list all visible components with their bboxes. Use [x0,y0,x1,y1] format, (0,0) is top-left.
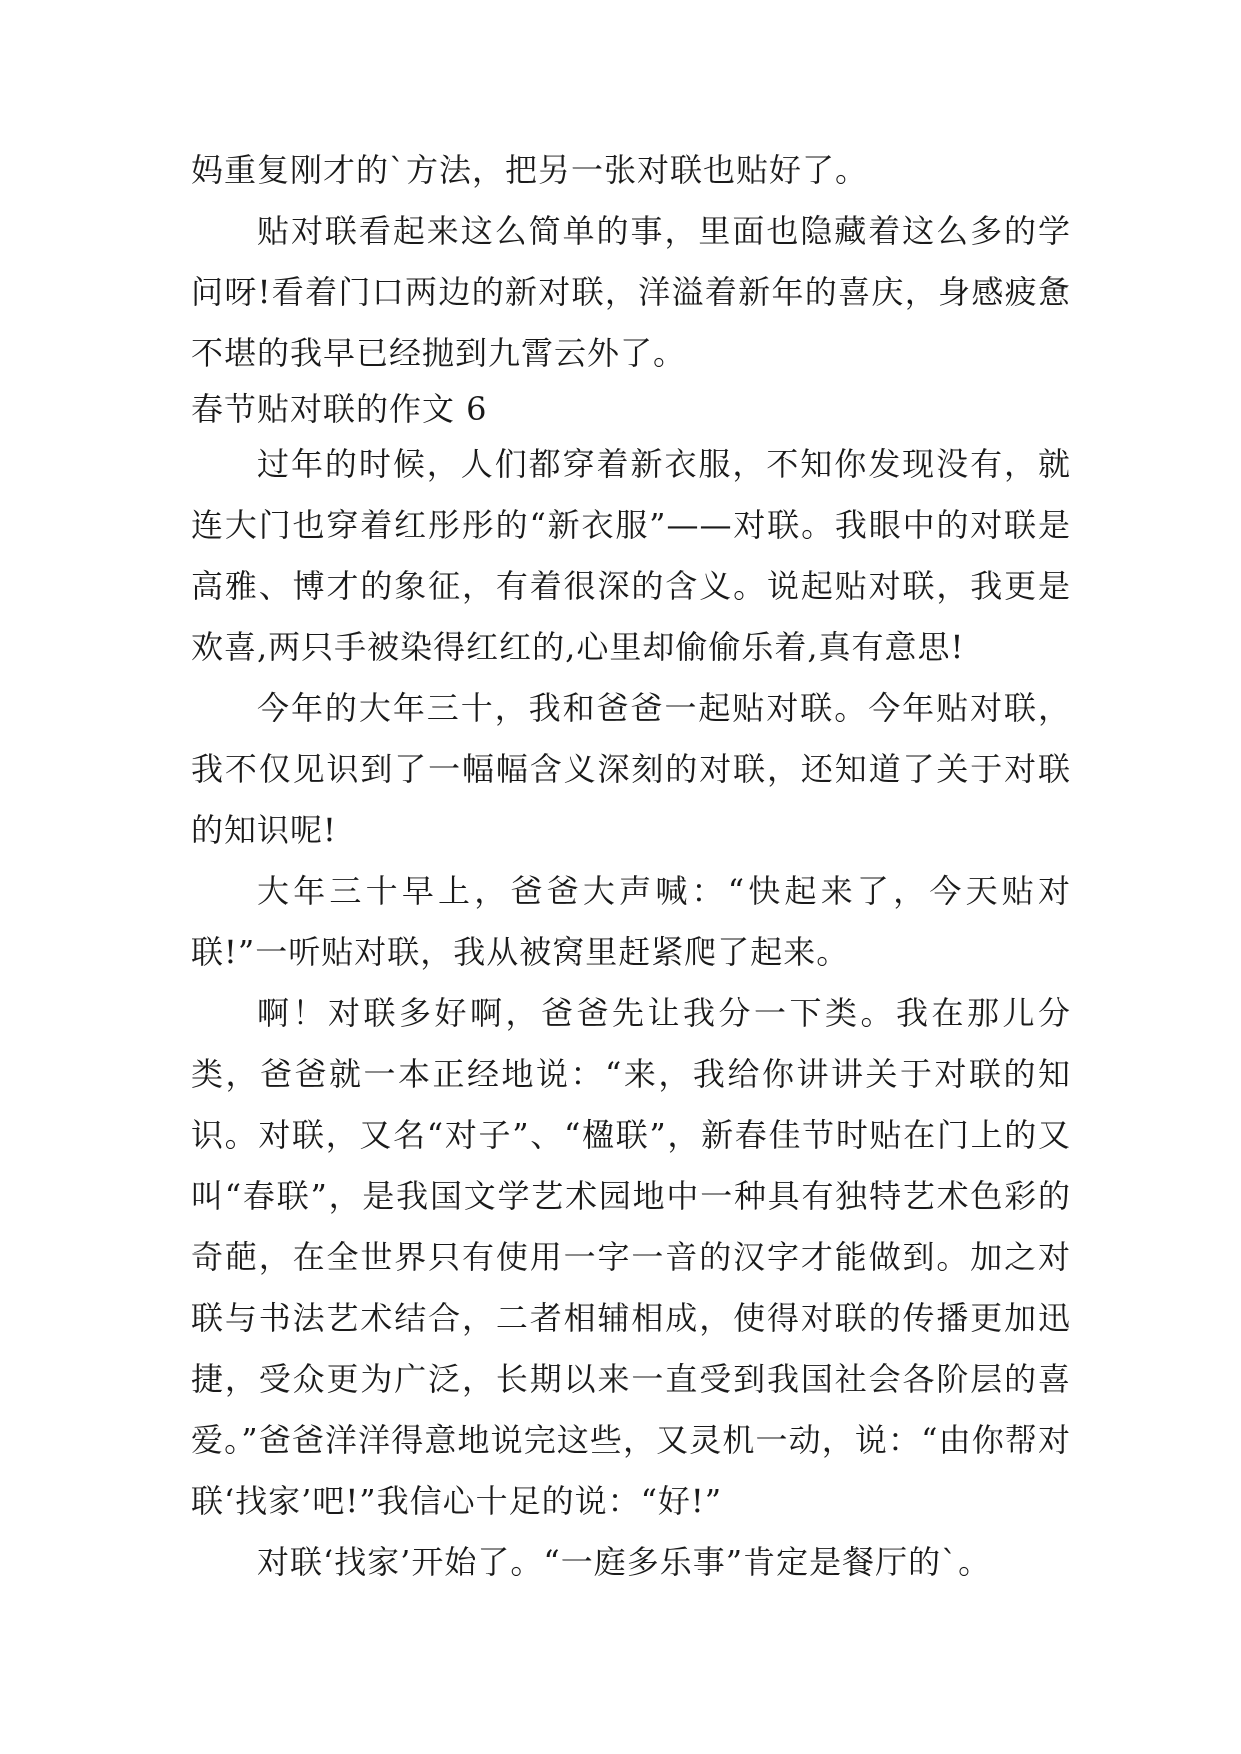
section-heading: 春节贴对联的作文 6 [191,390,488,428]
paragraph: 贴对联看起来这么简单的事，里面也隐藏着这么多的学问呀!看着门口两边的新对联，洋溢着新年的喜庆，身感疲惫不堪的我早已经抛到九霄云外了。 [191,212,1071,372]
paragraph: 啊！对联多好啊，爸爸先让我分一下类。我在那儿分类，爸爸就一本正经地说：“来，我给你讲讲关于对联的知识。对联，又名“对子”、“楹联”，新春佳节时贴在门上的又叫“春联”，是我国文学艺术园地中一种具有独特艺术色彩的奇葩，在全世界只有使用一字一音的汉字才能做到。加之对联与书法艺术结合，二者相辅相成，使得对联的传播更加迅捷，受众更为广泛，长期以来一直受到我国社会各阶层的喜爱。”爸爸洋洋得意地说完这些，又灵机一动，说：“由你帮对联‘找家’吧!”我信心十足的说：“好!” [191,994,1071,1520]
paragraph: 大年三十早上，爸爸大声喊：“快起来了，今天贴对联!”一听贴对联，我从被窝里赶紧爬了起来。 [191,872,1071,971]
paragraph: 今年的大年三十，我和爸爸一起贴对联。今年贴对联，我不仅见识到了一幅幅含义深刻的对联，还知道了关于对联的知识呢! [191,689,1071,849]
paragraph: 过年的时候，人们都穿着新衣服，不知你发现没有，就连大门也穿着红彤彤的“新衣服”——对联。我眼中的对联是高雅、博才的象征，有着很深的含义。说起贴对联，我更是欢喜,两只手被染得红红的,心里却偷偷乐着,真有意思! [191,445,1071,666]
paragraph: 对联‘找家’开始了。“一庭多乐事”肯定是餐厅的`。 [257,1543,992,1581]
paragraph: 妈重复刚才的`方法，把另一张对联也贴好了。 [191,151,869,189]
document-body [191,140,1071,1593]
